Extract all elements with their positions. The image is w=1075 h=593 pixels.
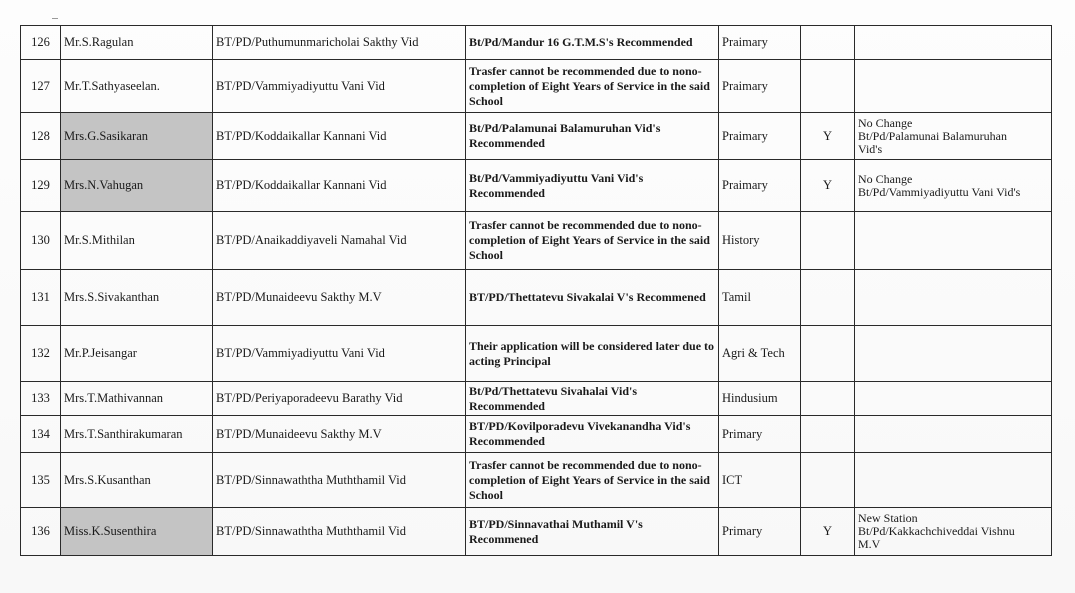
row-number: 131 <box>21 270 61 326</box>
approval-flag <box>801 453 855 508</box>
current-school: BT/PD/Koddaikallar Kannani Vid <box>213 113 466 160</box>
row-number: 136 <box>21 508 61 556</box>
remark-line: No Change <box>858 171 913 186</box>
approval-flag: Y <box>801 113 855 160</box>
remark-line: Bt/Pd/Palamunai Balamuruhan <box>858 128 1007 143</box>
current-school: BT/PD/Vammiyadiyuttu Vani Vid <box>213 326 466 382</box>
remark <box>855 326 1052 382</box>
approval-flag <box>801 416 855 453</box>
row-number: 134 <box>21 416 61 453</box>
remark-line: M.V <box>858 537 881 551</box>
current-school: BT/PD/Koddaikallar Kannani Vid <box>213 160 466 212</box>
teacher-name: Mrs.T.Mathivannan <box>61 382 213 416</box>
table-row <box>21 326 1052 382</box>
teacher-name: Mrs.N.Vahugan <box>61 160 213 212</box>
teacher-name: Mr.S.Ragulan <box>61 26 213 60</box>
remark <box>855 60 1052 113</box>
remark <box>855 508 1052 556</box>
recommendation: Bt/Pd/Mandur 16 G.T.M.S's Recommended <box>466 26 719 60</box>
teacher-name: Mrs.G.Sasikaran <box>61 113 213 160</box>
approval-flag <box>801 270 855 326</box>
remark <box>855 26 1052 60</box>
remark-line: Bt/Pd/Kakkachchiveddai Vishnu <box>858 524 1015 538</box>
approval-flag <box>801 60 855 113</box>
subject: Tamil <box>719 270 801 326</box>
recommendation: Bt/Pd/Vammiyadiyuttu Vani Vid's Recommended <box>466 160 719 212</box>
table-row <box>21 212 1052 270</box>
approval-flag <box>801 382 855 416</box>
subject: Hindusium <box>719 382 801 416</box>
row-number: 126 <box>21 26 61 60</box>
table-body <box>21 26 1052 556</box>
remark <box>855 160 1052 212</box>
recommendation: Bt/Pd/Thettatevu Sivahalai Vid's Recommended <box>466 382 719 416</box>
current-school: BT/PD/Munaideevu Sakthy M.V <box>213 416 466 453</box>
table-row <box>21 160 1052 212</box>
teacher-name: Mrs.S.Sivakanthan <box>61 270 213 326</box>
teacher-name: Mrs.S.Kusanthan <box>61 453 213 508</box>
approval-flag <box>801 212 855 270</box>
subject: Praimary <box>719 113 801 160</box>
recommendation: BT/PD/Kovilporadevu Vivekanandha Vid's Recommended <box>466 416 719 453</box>
approval-flag <box>801 26 855 60</box>
current-school: BT/PD/Sinnawaththa Muththamil Vid <box>213 453 466 508</box>
remark <box>855 113 1052 160</box>
remark-line: Vid's <box>858 141 883 156</box>
row-number: 132 <box>21 326 61 382</box>
subject: Agri & Tech <box>719 326 801 382</box>
recommendation: BT/PD/Thettatevu Sivakalai V's Recommened <box>466 270 719 326</box>
remark-line: New Station <box>858 511 918 525</box>
table-row <box>21 26 1052 60</box>
subject: Praimary <box>719 160 801 212</box>
row-number: 133 <box>21 382 61 416</box>
recommendation: Trasfer cannot be recommended due to nono-completion of Eight Years of Service in the said School <box>466 60 719 113</box>
table-row <box>21 382 1052 416</box>
teacher-name: Miss.K.Susenthira <box>61 508 213 556</box>
row-number: 129 <box>21 160 61 212</box>
subject: History <box>719 212 801 270</box>
teacher-name: Mr.S.Mithilan <box>61 212 213 270</box>
row-number: 128 <box>21 113 61 160</box>
remark <box>855 212 1052 270</box>
subject: Primary <box>719 416 801 453</box>
remark <box>855 416 1052 453</box>
remark-line: No Change <box>858 115 913 130</box>
table-row <box>21 416 1052 453</box>
remark <box>855 382 1052 416</box>
approval-flag: Y <box>801 160 855 212</box>
approval-flag <box>801 326 855 382</box>
current-school: BT/PD/Munaideevu Sakthy M.V <box>213 270 466 326</box>
subject: Praimary <box>719 26 801 60</box>
scan-mark <box>52 14 58 19</box>
table-row <box>21 113 1052 160</box>
current-school: BT/PD/Sinnawaththa Muththamil Vid <box>213 508 466 556</box>
remark <box>855 270 1052 326</box>
subject: Primary <box>719 508 801 556</box>
approval-flag: Y <box>801 508 855 556</box>
recommendation: Trasfer cannot be recommended due to nono-completion of Eight Years of Service in the said School <box>466 453 719 508</box>
current-school: BT/PD/Anaikaddiyaveli Namahal Vid <box>213 212 466 270</box>
current-school: BT/PD/Vammiyadiyuttu Vani Vid <box>213 60 466 113</box>
table-row <box>21 270 1052 326</box>
remark-line: Bt/Pd/Vammiyadiyuttu Vani Vid's <box>858 184 1021 199</box>
current-school: BT/PD/Puthumunmaricholai Sakthy Vid <box>213 26 466 60</box>
teacher-name: Mr.T.Sathyaseelan. <box>61 60 213 113</box>
recommendation: BT/PD/Sinnavathai Muthamil V's Recommened <box>466 508 719 556</box>
teacher-name: Mr.P.Jeisangar <box>61 326 213 382</box>
transfer-table <box>20 25 1052 556</box>
recommendation: Trasfer cannot be recommended due to nono-completion of Eight Years of Service in the said School <box>466 212 719 270</box>
teacher-name: Mrs.T.Santhirakumaran <box>61 416 213 453</box>
current-school: BT/PD/Periyaporadeevu Barathy Vid <box>213 382 466 416</box>
table-row <box>21 453 1052 508</box>
recommendation: Bt/Pd/Palamunai Balamuruhan Vid's Recommended <box>466 113 719 160</box>
subject: ICT <box>719 453 801 508</box>
row-number: 127 <box>21 60 61 113</box>
remark <box>855 453 1052 508</box>
recommendation: Their application will be considered later due to acting Principal <box>466 326 719 382</box>
row-number: 135 <box>21 453 61 508</box>
row-number: 130 <box>21 212 61 270</box>
table-row <box>21 60 1052 113</box>
table-row <box>21 508 1052 556</box>
subject: Praimary <box>719 60 801 113</box>
